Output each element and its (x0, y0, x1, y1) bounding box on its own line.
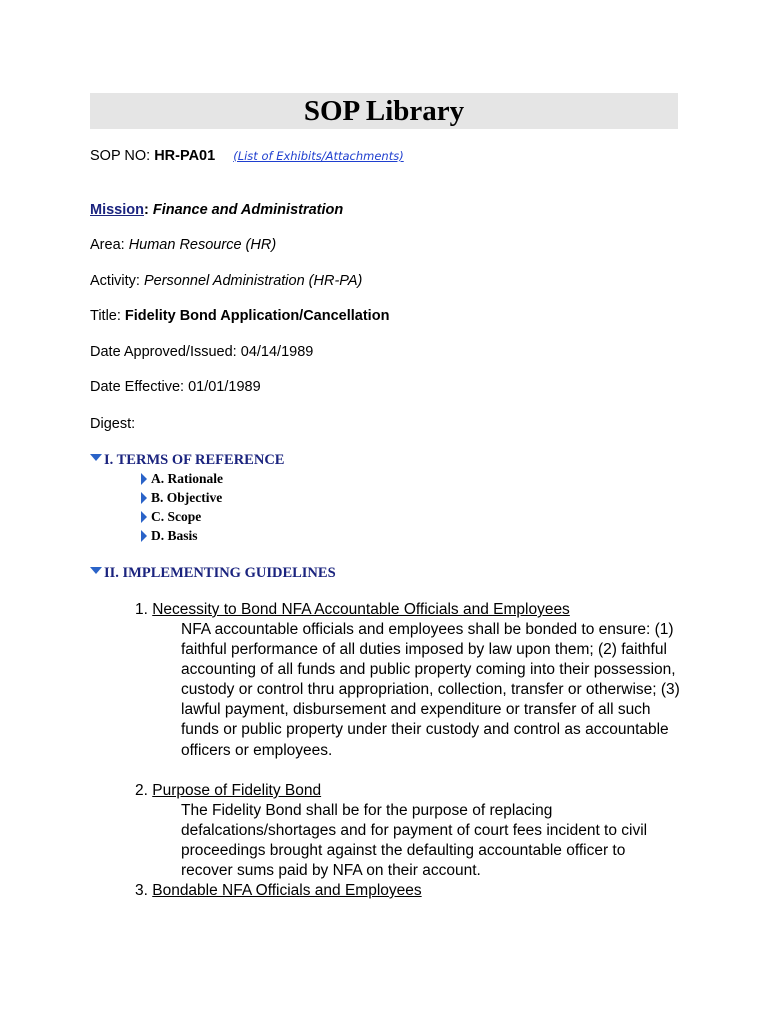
page-title: SOP Library (303, 95, 465, 127)
sop-number-line (90, 147, 404, 165)
subsection-label: C. Scope (151, 509, 202, 524)
caret-right-icon (141, 511, 147, 523)
caret-down-icon (90, 454, 102, 461)
title-label: Title: (90, 308, 125, 324)
guideline-number: 1. (135, 601, 153, 618)
section-implementing-guidelines[interactable] (90, 564, 336, 582)
date-effective-label: Date Effective: (90, 379, 189, 395)
digest-label: Digest: (90, 416, 136, 432)
sop-number-value: HR-PA01 (154, 148, 216, 164)
caret-right-icon (141, 473, 147, 485)
header-bar (90, 93, 678, 129)
mission-line (90, 201, 343, 219)
guideline-heading: Bondable NFA Officials and Employees (152, 882, 422, 899)
area-label: Area: (90, 237, 129, 253)
caret-right-icon (141, 530, 147, 542)
subsection-label: A. Rationale (151, 471, 223, 486)
title-value: Fidelity Bond Application/Cancellation (124, 308, 390, 324)
mission-value: Finance and Administration (152, 202, 344, 218)
subsection-basis[interactable] (141, 527, 198, 545)
subsection-objective[interactable] (141, 489, 222, 507)
section-title: II. IMPLEMENTING GUIDELINES (104, 565, 336, 581)
date-approved-line (90, 343, 313, 361)
area-line (90, 236, 276, 254)
section-terms-of-reference[interactable] (90, 451, 284, 469)
date-approved-label: Date Approved/Issued: (90, 344, 241, 360)
date-effective-line (90, 378, 261, 396)
guideline-heading: Necessity to Bond NFA Accountable Officials and Employees (152, 601, 570, 618)
title-line (90, 307, 389, 325)
area-value: Human Resource (HR) (128, 237, 277, 253)
guideline-number: 3. (135, 882, 153, 899)
mission-separator: : (143, 202, 153, 218)
mission-link[interactable]: Mission (90, 202, 144, 218)
activity-value: Personnel Administration (HR-PA) (143, 273, 363, 289)
exhibits-link[interactable]: (List of Exhibits/Attachments) (233, 149, 404, 163)
guideline-body: The Fidelity Bond shall be for the purpose of replacing defalcations/shortages and for payment of court fees incident to civil proceedings brought against the defaulting accountable officer to recover sums paid by NFA on their account. (181, 802, 648, 880)
subsection-label: D. Basis (151, 528, 198, 543)
guideline-heading: Purpose of Fidelity Bond (152, 782, 322, 799)
subsection-rationale[interactable] (141, 470, 223, 488)
guideline-body: NFA accountable officials and employees shall be bonded to ensure: (1) faithful performance of all duties imposed by law upon them; (2) faithful accounting of all funds and public property coming into their possession, custody or control thru appropriation, collection, transfer or otherwise; (3) lawful payment, disbursement and expenditure or transfer of all such funds or public property under their custody and control as accountable officers or employees. (181, 621, 680, 759)
guideline-number: 2. (135, 782, 153, 799)
caret-down-icon (90, 567, 102, 574)
subsection-label: B. Objective (151, 490, 223, 505)
guideline-item-3 (135, 881, 422, 901)
activity-line (90, 272, 362, 290)
subsection-scope[interactable] (141, 508, 201, 526)
caret-right-icon (141, 492, 147, 504)
section-title: I. TERMS OF REFERENCE (104, 452, 285, 468)
date-approved-value: 04/14/1989 (240, 344, 314, 360)
date-effective-value: 01/01/1989 (188, 379, 261, 395)
sop-number-label: SOP NO: (90, 148, 155, 164)
guideline-item-2 (135, 781, 321, 801)
activity-label: Activity: (90, 273, 144, 289)
guideline-item-1 (135, 600, 570, 620)
